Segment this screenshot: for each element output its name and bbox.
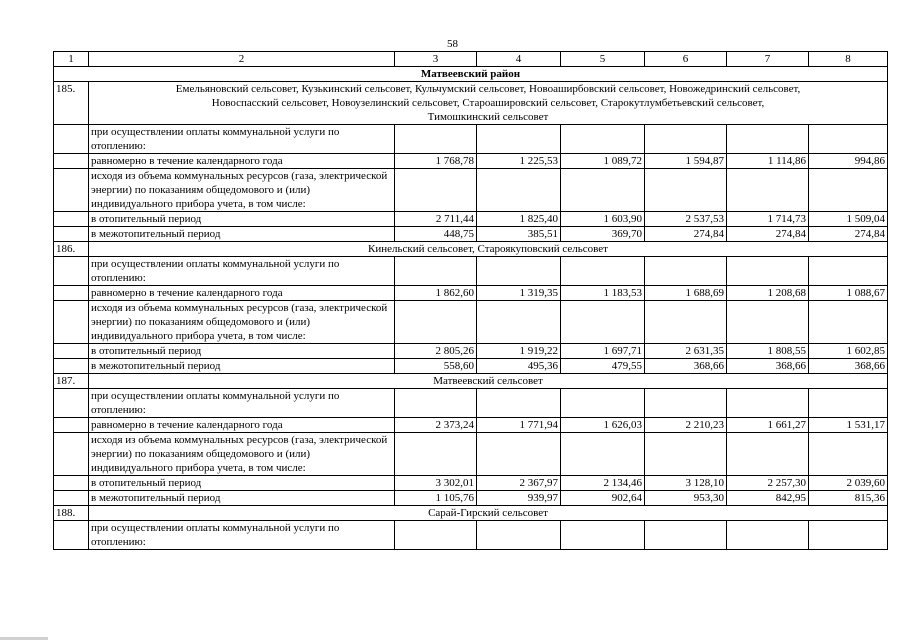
row-label: исходя из объема коммунальных ресурсов (газа, электрической энергии) по показаниям общедомового и (или) индивидуального прибора учета, в том числе:: [89, 169, 395, 212]
row-label: при осуществлении оплаты коммунальной услуги по отоплению:: [89, 521, 395, 550]
district-row: [54, 67, 888, 82]
empty-value-cell: [395, 169, 477, 212]
header-cell-3: 3: [395, 52, 477, 67]
section-title-row: [54, 374, 888, 389]
empty-num-cell: [54, 418, 89, 433]
value-cell: 368,66: [809, 359, 888, 374]
value-cell: 1 105,76: [395, 491, 477, 506]
row-label: при осуществлении оплаты коммунальной услуги по отоплению:: [89, 125, 395, 154]
off-season-row: [54, 227, 888, 242]
empty-value-cell: [727, 301, 809, 344]
empty-value-cell: [561, 433, 645, 476]
row-label: равномерно в течение календарного года: [89, 286, 395, 301]
empty-value-cell: [727, 433, 809, 476]
section-title-line: Матвеевский сельсовет: [433, 375, 543, 387]
header-cell-1: 1: [54, 52, 89, 67]
empty-num-cell: [54, 521, 89, 550]
section-title: [89, 374, 888, 389]
value-cell: 1 661,27: [727, 418, 809, 433]
row-label: в межотопительный период: [89, 359, 395, 374]
empty-num-cell: [54, 125, 89, 154]
empty-value-cell: [809, 521, 888, 550]
even-payment-row: [54, 418, 888, 433]
value-cell: 2 631,35: [645, 344, 727, 359]
value-cell: 2 134,46: [561, 476, 645, 491]
empty-value-cell: [645, 433, 727, 476]
header-cell-7: 7: [727, 52, 809, 67]
empty-value-cell: [645, 125, 727, 154]
empty-value-cell: [561, 389, 645, 418]
empty-value-cell: [809, 125, 888, 154]
value-cell: 1 208,68: [727, 286, 809, 301]
section-number: 186.: [54, 242, 89, 257]
value-cell: 369,70: [561, 227, 645, 242]
value-cell: 1 697,71: [561, 344, 645, 359]
empty-value-cell: [809, 301, 888, 344]
value-cell: 1 319,35: [477, 286, 561, 301]
row-label: в отопительный период: [89, 212, 395, 227]
empty-num-cell: [54, 476, 89, 491]
value-cell: 1 808,55: [727, 344, 809, 359]
empty-value-cell: [809, 257, 888, 286]
empty-num-cell: [54, 154, 89, 169]
value-cell: 815,36: [809, 491, 888, 506]
row-label: исходя из объема коммунальных ресурсов (газа, электрической энергии) по показаниям общедомового и (или) индивидуального прибора учета, в том числе:: [89, 433, 395, 476]
empty-value-cell: [395, 433, 477, 476]
empty-value-cell: [809, 433, 888, 476]
empty-value-cell: [561, 125, 645, 154]
heating-label-row: [54, 257, 888, 286]
value-cell: 1 089,72: [561, 154, 645, 169]
value-cell: 1 768,78: [395, 154, 477, 169]
value-cell: 2 039,60: [809, 476, 888, 491]
value-cell: 1 088,67: [809, 286, 888, 301]
empty-value-cell: [645, 301, 727, 344]
value-cell: 274,84: [727, 227, 809, 242]
section-title-row: [54, 82, 888, 125]
value-cell: 1 602,85: [809, 344, 888, 359]
value-cell: 274,84: [809, 227, 888, 242]
empty-value-cell: [477, 257, 561, 286]
value-cell: 479,55: [561, 359, 645, 374]
empty-num-cell: [54, 257, 89, 286]
empty-value-cell: [727, 125, 809, 154]
empty-value-cell: [561, 301, 645, 344]
empty-num-cell: [54, 227, 89, 242]
section-title-line: Сарай-Гирский сельсовет: [428, 507, 548, 519]
empty-num-cell: [54, 389, 89, 418]
section-number: 187.: [54, 374, 89, 389]
volume-label-row: [54, 433, 888, 476]
empty-value-cell: [477, 301, 561, 344]
empty-num-cell: [54, 433, 89, 476]
value-cell: 2 367,97: [477, 476, 561, 491]
empty-value-cell: [477, 433, 561, 476]
value-cell: 1 688,69: [645, 286, 727, 301]
value-cell: 953,30: [645, 491, 727, 506]
value-cell: 1 509,04: [809, 212, 888, 227]
empty-value-cell: [395, 301, 477, 344]
value-cell: 1 114,86: [727, 154, 809, 169]
empty-value-cell: [809, 389, 888, 418]
section-title: [89, 82, 888, 125]
header-cell-2: 2: [89, 52, 395, 67]
row-label: равномерно в течение календарного года: [89, 418, 395, 433]
empty-value-cell: [561, 169, 645, 212]
empty-value-cell: [727, 389, 809, 418]
empty-value-cell: [727, 169, 809, 212]
section-title-line: Емельяновский сельсовет, Кузькинский сельсовет, Кульчумский сельсовет, Новоаширбовский сельсовет, Новожедринский сельсовет,: [175, 83, 801, 95]
value-cell: 2 257,30: [727, 476, 809, 491]
empty-value-cell: [645, 389, 727, 418]
empty-num-cell: [54, 212, 89, 227]
empty-num-cell: [54, 301, 89, 344]
empty-num-cell: [54, 491, 89, 506]
value-cell: 1 771,94: [477, 418, 561, 433]
value-cell: 495,36: [477, 359, 561, 374]
empty-value-cell: [395, 257, 477, 286]
value-cell: 1 714,73: [727, 212, 809, 227]
volume-label-row: [54, 169, 888, 212]
heating-label-row: [54, 125, 888, 154]
value-cell: 368,66: [727, 359, 809, 374]
value-cell: 2 210,23: [645, 418, 727, 433]
value-cell: 3 128,10: [645, 476, 727, 491]
empty-value-cell: [645, 257, 727, 286]
empty-num-cell: [54, 169, 89, 212]
value-cell: 1 862,60: [395, 286, 477, 301]
heating-label-row: [54, 389, 888, 418]
value-cell: 1 594,87: [645, 154, 727, 169]
value-cell: 2 537,53: [645, 212, 727, 227]
row-label: исходя из объема коммунальных ресурсов (газа, электрической энергии) по показаниям общедомового и (или) индивидуального прибора учета, в том числе:: [89, 301, 395, 344]
even-payment-row: [54, 286, 888, 301]
header-cell-8: 8: [809, 52, 888, 67]
section-number: 185.: [54, 82, 89, 125]
section-title-row: [54, 506, 888, 521]
header-cell-4: 4: [477, 52, 561, 67]
empty-value-cell: [727, 257, 809, 286]
row-label: в отопительный период: [89, 476, 395, 491]
value-cell: 994,86: [809, 154, 888, 169]
empty-value-cell: [477, 389, 561, 418]
heating-label-row: [54, 521, 888, 550]
empty-value-cell: [645, 521, 727, 550]
empty-value-cell: [809, 169, 888, 212]
empty-value-cell: [727, 521, 809, 550]
page-number: 58: [447, 38, 458, 50]
district-title: Матвеевский район: [54, 67, 888, 82]
value-cell: 1 531,17: [809, 418, 888, 433]
off-season-row: [54, 491, 888, 506]
empty-value-cell: [477, 169, 561, 212]
off-season-row: [54, 359, 888, 374]
section-title-row: [54, 242, 888, 257]
value-cell: 939,97: [477, 491, 561, 506]
empty-value-cell: [561, 521, 645, 550]
row-label: равномерно в течение календарного года: [89, 154, 395, 169]
value-cell: 902,64: [561, 491, 645, 506]
value-cell: 448,75: [395, 227, 477, 242]
section-title-line: Тимошкинский сельсовет: [427, 111, 549, 123]
empty-value-cell: [561, 257, 645, 286]
value-cell: 2 805,26: [395, 344, 477, 359]
header-cell-6: 6: [645, 52, 727, 67]
value-cell: 1 825,40: [477, 212, 561, 227]
empty-num-cell: [54, 286, 89, 301]
row-label: в отопительный период: [89, 344, 395, 359]
row-label: при осуществлении оплаты коммунальной услуги по отоплению:: [89, 389, 395, 418]
heating-period-row: [54, 212, 888, 227]
value-cell: 274,84: [645, 227, 727, 242]
empty-num-cell: [54, 359, 89, 374]
empty-value-cell: [477, 521, 561, 550]
section-title: [89, 242, 888, 257]
section-number: 188.: [54, 506, 89, 521]
tariff-table: [53, 51, 888, 550]
section-title: [89, 506, 888, 521]
row-label: в межотопительный период: [89, 491, 395, 506]
heating-period-row: [54, 476, 888, 491]
value-cell: 385,51: [477, 227, 561, 242]
header-cell-5: 5: [561, 52, 645, 67]
header-row: [54, 52, 888, 67]
empty-num-cell: [54, 344, 89, 359]
value-cell: 1 919,22: [477, 344, 561, 359]
empty-value-cell: [395, 521, 477, 550]
empty-value-cell: [477, 125, 561, 154]
row-label: при осуществлении оплаты коммунальной услуги по отоплению:: [89, 257, 395, 286]
value-cell: 1 183,53: [561, 286, 645, 301]
section-title-line: Новоспасский сельсовет, Новоузелинский сельсовет, Староашировский сельсовет, Старокутлумбетьевский сельсовет,: [211, 97, 765, 109]
table-body: [54, 52, 888, 550]
volume-label-row: [54, 301, 888, 344]
empty-value-cell: [395, 125, 477, 154]
value-cell: 1 603,90: [561, 212, 645, 227]
row-label: в межотопительный период: [89, 227, 395, 242]
value-cell: 1 626,03: [561, 418, 645, 433]
section-title-line: Кинельский сельсовет, Староякуповский сельсовет: [368, 243, 608, 255]
even-payment-row: [54, 154, 888, 169]
value-cell: 558,60: [395, 359, 477, 374]
value-cell: 1 225,53: [477, 154, 561, 169]
value-cell: 2 711,44: [395, 212, 477, 227]
value-cell: 368,66: [645, 359, 727, 374]
empty-value-cell: [395, 389, 477, 418]
value-cell: 2 373,24: [395, 418, 477, 433]
empty-value-cell: [645, 169, 727, 212]
value-cell: 3 302,01: [395, 476, 477, 491]
heating-period-row: [54, 344, 888, 359]
value-cell: 842,95: [727, 491, 809, 506]
